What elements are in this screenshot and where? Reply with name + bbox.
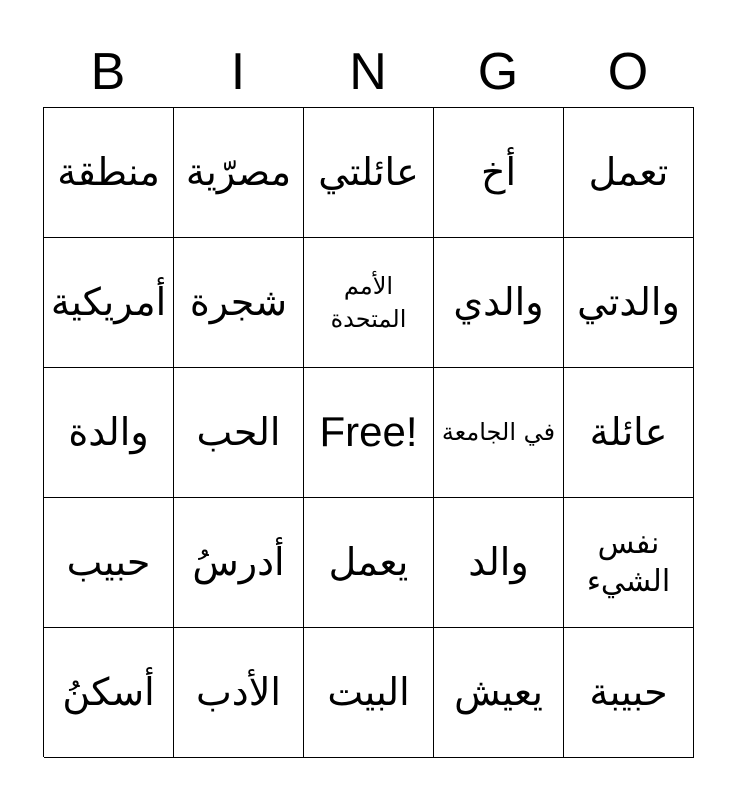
- bingo-cell: يعيش: [434, 628, 564, 758]
- bingo-cell: مصرّية: [174, 108, 304, 238]
- bingo-cell: شجرة: [174, 238, 304, 368]
- bingo-cell: والدي: [434, 238, 564, 368]
- bingo-cell: عائلة: [564, 368, 694, 498]
- bingo-cell: الأمم المتحدة: [304, 238, 434, 368]
- bingo-cell: عائلتي: [304, 108, 434, 238]
- bingo-cell: نفس الشيء: [564, 498, 694, 628]
- bingo-cell: أسكنُ: [44, 628, 174, 758]
- free-space-cell: Free!: [304, 368, 434, 498]
- bingo-cell: منطقة: [44, 108, 174, 238]
- bingo-cell: أدرسُ: [174, 498, 304, 628]
- bingo-header: [43, 40, 693, 104]
- header-letter-n: N: [349, 43, 387, 101]
- header-letter-b: B: [90, 43, 126, 101]
- bingo-cell: الحب: [174, 368, 304, 498]
- bingo-cell: البيت: [304, 628, 434, 758]
- bingo-cell: في الجامعة: [434, 368, 564, 498]
- bingo-cell: حبيب: [44, 498, 174, 628]
- header-letter-o: O: [607, 43, 649, 101]
- bingo-card-grid: [43, 107, 694, 757]
- bingo-cell: والدتي: [564, 238, 694, 368]
- header-letter-g: G: [477, 43, 519, 101]
- bingo-cell: أخ: [434, 108, 564, 238]
- bingo-cell: حبيبة: [564, 628, 694, 758]
- header-letter-i: I: [230, 43, 246, 101]
- bingo-cell: والد: [434, 498, 564, 628]
- bingo-cell: أمريكية: [44, 238, 174, 368]
- bingo-cell: والدة: [44, 368, 174, 498]
- bingo-cell: يعمل: [304, 498, 434, 628]
- bingo-cell: الأدب: [174, 628, 304, 758]
- bingo-cell: تعمل: [564, 108, 694, 238]
